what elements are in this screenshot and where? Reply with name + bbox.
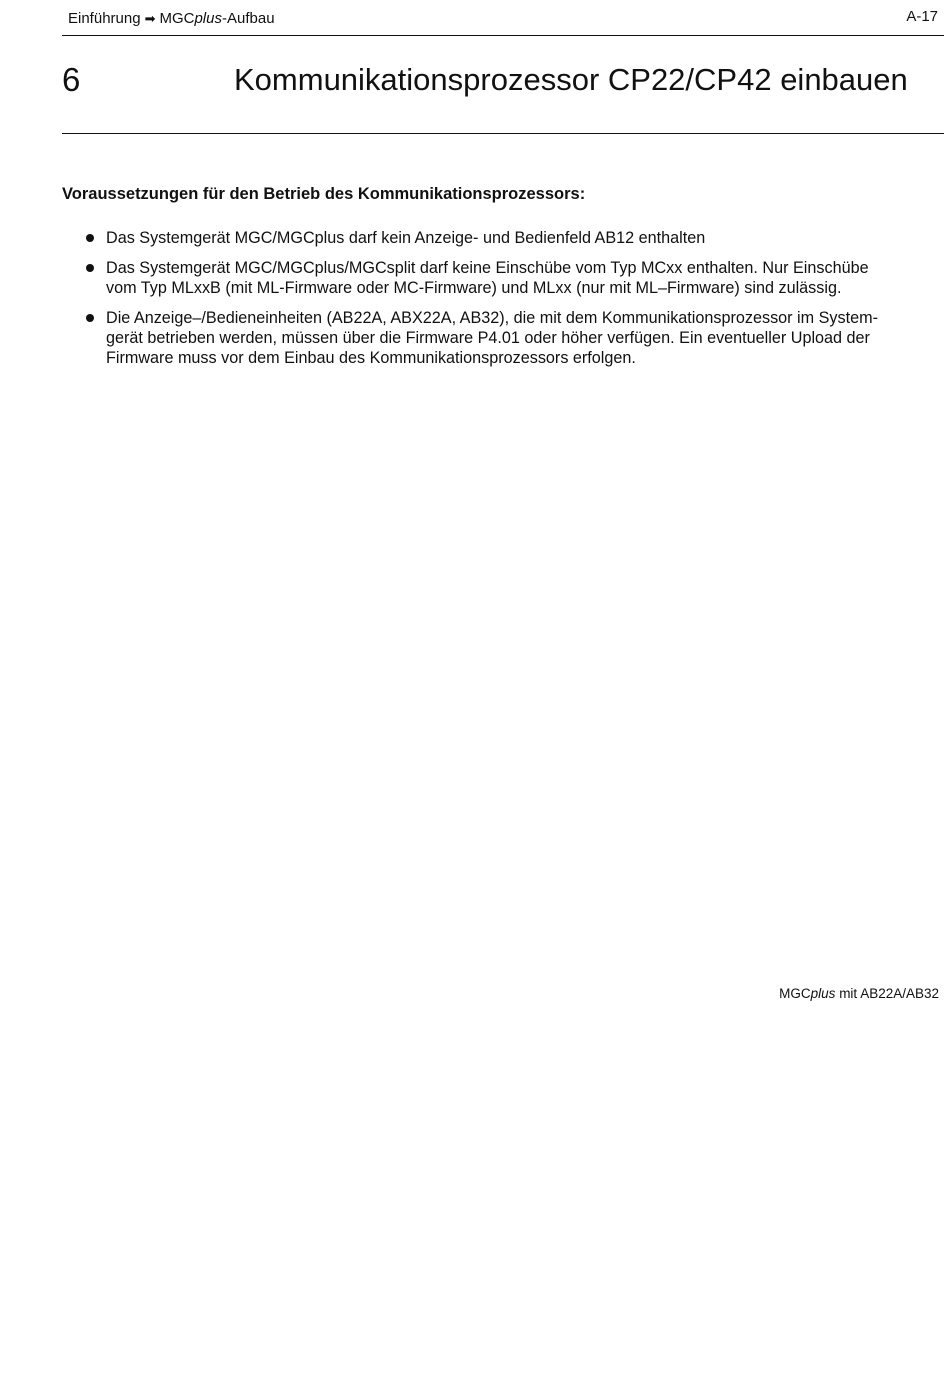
list-item-text: gerät betrieben werden, müssen über die Firmware P4.01 oder höher verfügen. Ein eventueller Upload der xyxy=(106,329,870,347)
caption-prefix: MGC xyxy=(779,986,811,1001)
breadcrumb-section: Einführung xyxy=(68,10,141,27)
list-item-text: Das Systemgerät MGC/MGCplus/MGCsplit darf keine Einschübe vom Typ MCxx enthalten. Nur Einschübe xyxy=(106,259,869,277)
breadcrumb-topic-suffix: -Aufbau xyxy=(222,10,275,27)
list-item xyxy=(62,258,942,298)
figure-caption xyxy=(779,986,939,1001)
list-item-text: Das Systemgerät MGC/MGCplus darf kein Anzeige- und Bedienfeld AB12 enthalten xyxy=(106,229,706,247)
requirements-list xyxy=(62,228,942,378)
breadcrumb-topic-italic: plus xyxy=(194,10,222,27)
arrow-right-icon: ➡ xyxy=(144,11,156,26)
list-item xyxy=(62,308,942,368)
breadcrumb-topic-prefix: MGC xyxy=(159,10,195,27)
list-item-text: vom Typ MLxxB (mit ML-Firmware oder MC-Firmware) und MLxx (nur mit ML–Firmware) sind zulässig. xyxy=(106,279,842,297)
bullet-icon xyxy=(86,314,94,322)
bullet-icon xyxy=(86,264,94,272)
list-item-text: Die Anzeige–/Bedieneinheiten (AB22A, ABX22A, AB32), die mit dem Kommunikationsprozessor im System- xyxy=(106,309,878,327)
caption-suffix: mit AB22A/AB32 xyxy=(835,986,939,1001)
chapter-title: Kommunikationsprozessor CP22/CP42 einbauen xyxy=(234,62,908,97)
chapter-number: 6 xyxy=(62,61,81,98)
list-item xyxy=(62,228,942,248)
caption-italic: plus xyxy=(810,986,836,1001)
breadcrumb xyxy=(68,10,275,27)
page-header xyxy=(62,0,944,36)
bullet-icon xyxy=(86,234,94,242)
list-item-text: Firmware muss vor dem Einbau des Kommunikationsprozessors erfolgen. xyxy=(106,349,636,367)
chapter-heading xyxy=(62,35,944,134)
page-number: A-17 xyxy=(906,8,938,25)
section-heading: Voraussetzungen für den Betrieb des Kommunikationsprozessors: xyxy=(62,185,586,203)
